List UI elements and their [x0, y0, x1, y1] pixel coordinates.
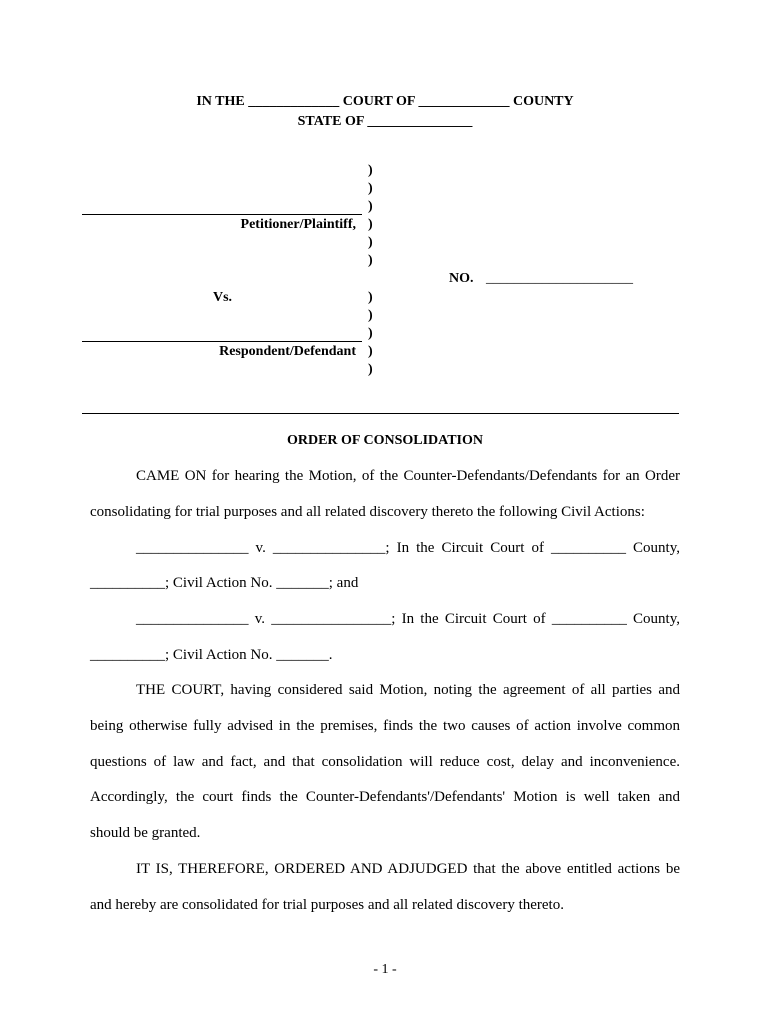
- caption-paren: ): [368, 253, 373, 268]
- caption-paren: ): [368, 362, 373, 377]
- body-line: being otherwise fully advised in the premises, finds the two causes of action involve common: [90, 718, 680, 734]
- versus-label: Vs.: [213, 290, 233, 305]
- body-line: IT IS, THEREFORE, ORDERED AND ADJUDGED that the above entitled actions be: [136, 861, 680, 877]
- case-one-line: _______________ v. _______________; In the Circuit Court of __________ County,: [136, 540, 680, 556]
- body-line: THE COURT, having considered said Motion, noting the agreement of all parties and: [136, 682, 680, 698]
- body-line: and hereby are consolidated for trial purposes and all related discovery thereto.: [90, 897, 564, 913]
- petitioner-label: Petitioner/Plaintiff,: [240, 217, 356, 232]
- petitioner-name-line: [82, 214, 362, 215]
- body-line: should be granted.: [90, 825, 201, 841]
- body-line: questions of law and fact, and that consolidation will reduce cost, delay and inconvenience.: [90, 754, 680, 770]
- caption-paren: ): [368, 163, 373, 178]
- caption-paren: ): [368, 308, 373, 323]
- court-header-line: IN THE _____________ COURT OF _____________ COUNTY: [196, 94, 574, 109]
- body-line: consolidating for trial purposes and all related discovery thereto the following Civil Actions:: [90, 504, 645, 520]
- body-line: CAME ON for hearing the Motion, of the Counter-Defendants/Defendants for an Order: [136, 468, 680, 484]
- case-one-line: __________; Civil Action No. _______; and: [90, 575, 359, 591]
- caption-paren: ): [368, 181, 373, 196]
- body-line: Accordingly, the court finds the Counter-Defendants'/Defendants' Motion is well taken and: [90, 789, 680, 805]
- document-title: ORDER OF CONSOLIDATION: [286, 433, 484, 448]
- respondent-label: Respondent/Defendant: [219, 344, 356, 359]
- case-number-label: NO.: [449, 271, 474, 286]
- caption-paren: ): [368, 235, 373, 250]
- case-two-line: _______________ v. ________________; In the Circuit Court of __________ County,: [136, 611, 680, 627]
- page-number: - 1 -: [373, 962, 397, 977]
- caption-paren: ): [368, 326, 373, 341]
- case-two-line: __________; Civil Action No. _______.: [90, 647, 333, 663]
- state-header-line: STATE OF _______________: [297, 114, 473, 129]
- caption-separator: [82, 413, 679, 414]
- case-number-blank: _____________________: [486, 271, 633, 286]
- caption-paren: ): [368, 199, 373, 214]
- caption-paren: ): [368, 290, 373, 305]
- caption-paren: ): [368, 344, 373, 359]
- caption-paren: ): [368, 217, 373, 232]
- respondent-name-line: [82, 341, 362, 342]
